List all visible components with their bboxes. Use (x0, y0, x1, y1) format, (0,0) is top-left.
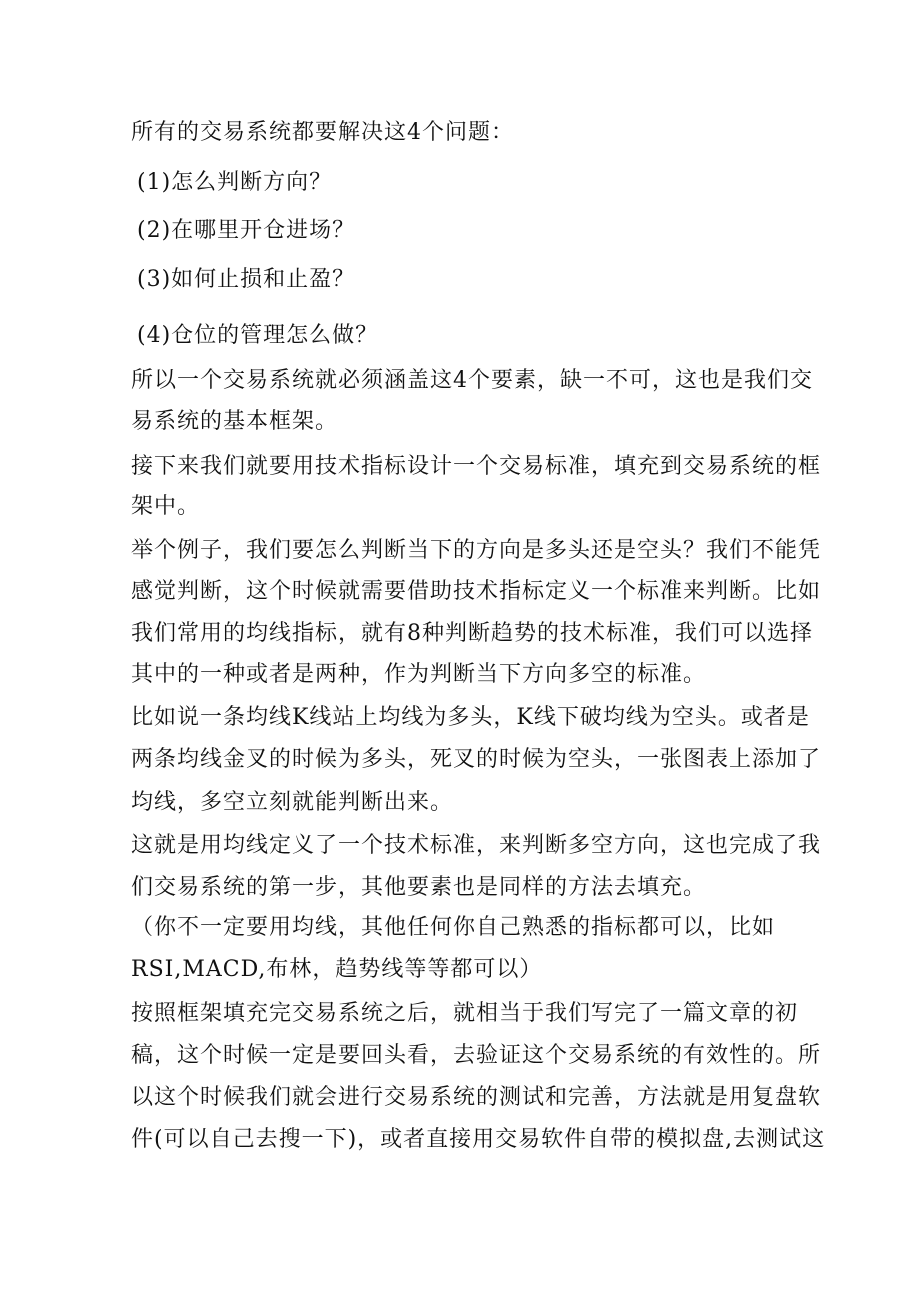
text-line: 举个例子，我们要怎么判断当下的方向是多头还是空头？我们不能凭 (131, 538, 822, 563)
text-line: 易系统的基本框架。 (131, 409, 339, 434)
text-line: 比如说一条均线K线站上均线为多头，K线下破均线为空头。或者是 (131, 705, 810, 730)
text-line: 们交易系统的第一步，其他要素也是同样的方法去填充。 (131, 875, 707, 900)
text-line: 件(可以自己去搜一下)，或者直接用交易软件自带的模拟盘,去测试这 (131, 1127, 826, 1152)
text-line: 按照框架填充完交易系统之后，就相当于我们写完了一篇文章的初 (131, 1001, 799, 1026)
text-line: 所有的交易系统都要解决这4个问题： (131, 120, 514, 145)
text-line: 架中。 (131, 494, 201, 519)
text-line: 接下来我们就要用技术指标设计一个交易标准，填充到交易系统的框 (131, 454, 822, 479)
text-line: 均线，多空立刻就能判断出来。 (131, 790, 454, 815)
text-line: 稿，这个时候一定是要回头看，去验证这个交易系统的有效性的。所 (131, 1043, 822, 1068)
text-line: 这就是用均线定义了一个技术标准，来判断多空方向，这也完成了我 (131, 833, 822, 858)
list-item: (1)怎么判断方向？ (137, 170, 333, 195)
text-line: （你不一定要用均线，其他任何你自己熟悉的指标都可以，比如 (131, 915, 776, 940)
text-line: 感觉判断，这个时候就需要借助技术指标定义一个标准来判断。比如 (131, 579, 822, 604)
text-line: 以这个时候我们就会进行交易系统的测试和完善，方法就是用复盘软 (131, 1085, 822, 1110)
list-item: (4)仓位的管理怎么做？ (137, 323, 379, 348)
text-line: 我们常用的均线指标，就有8种判断趋势的技术标准，我们可以选择 (131, 621, 813, 646)
text-line: 所以一个交易系统就必须涵盖这4个要素，缺一不可，这也是我们交 (131, 368, 813, 393)
text-line: RSI,MACD,布林，趋势线等等都可以） (131, 957, 543, 982)
text-line: 两条均线金叉的时候为多头，死叉的时候为空头，一张图表上添加了 (131, 747, 822, 772)
text-line: 其中的一种或者是两种，作为判断当下方向多空的标准。 (131, 662, 707, 687)
list-item: (3)如何止损和止盈？ (137, 267, 356, 292)
list-item: (2)在哪里开仓进场？ (137, 218, 356, 243)
